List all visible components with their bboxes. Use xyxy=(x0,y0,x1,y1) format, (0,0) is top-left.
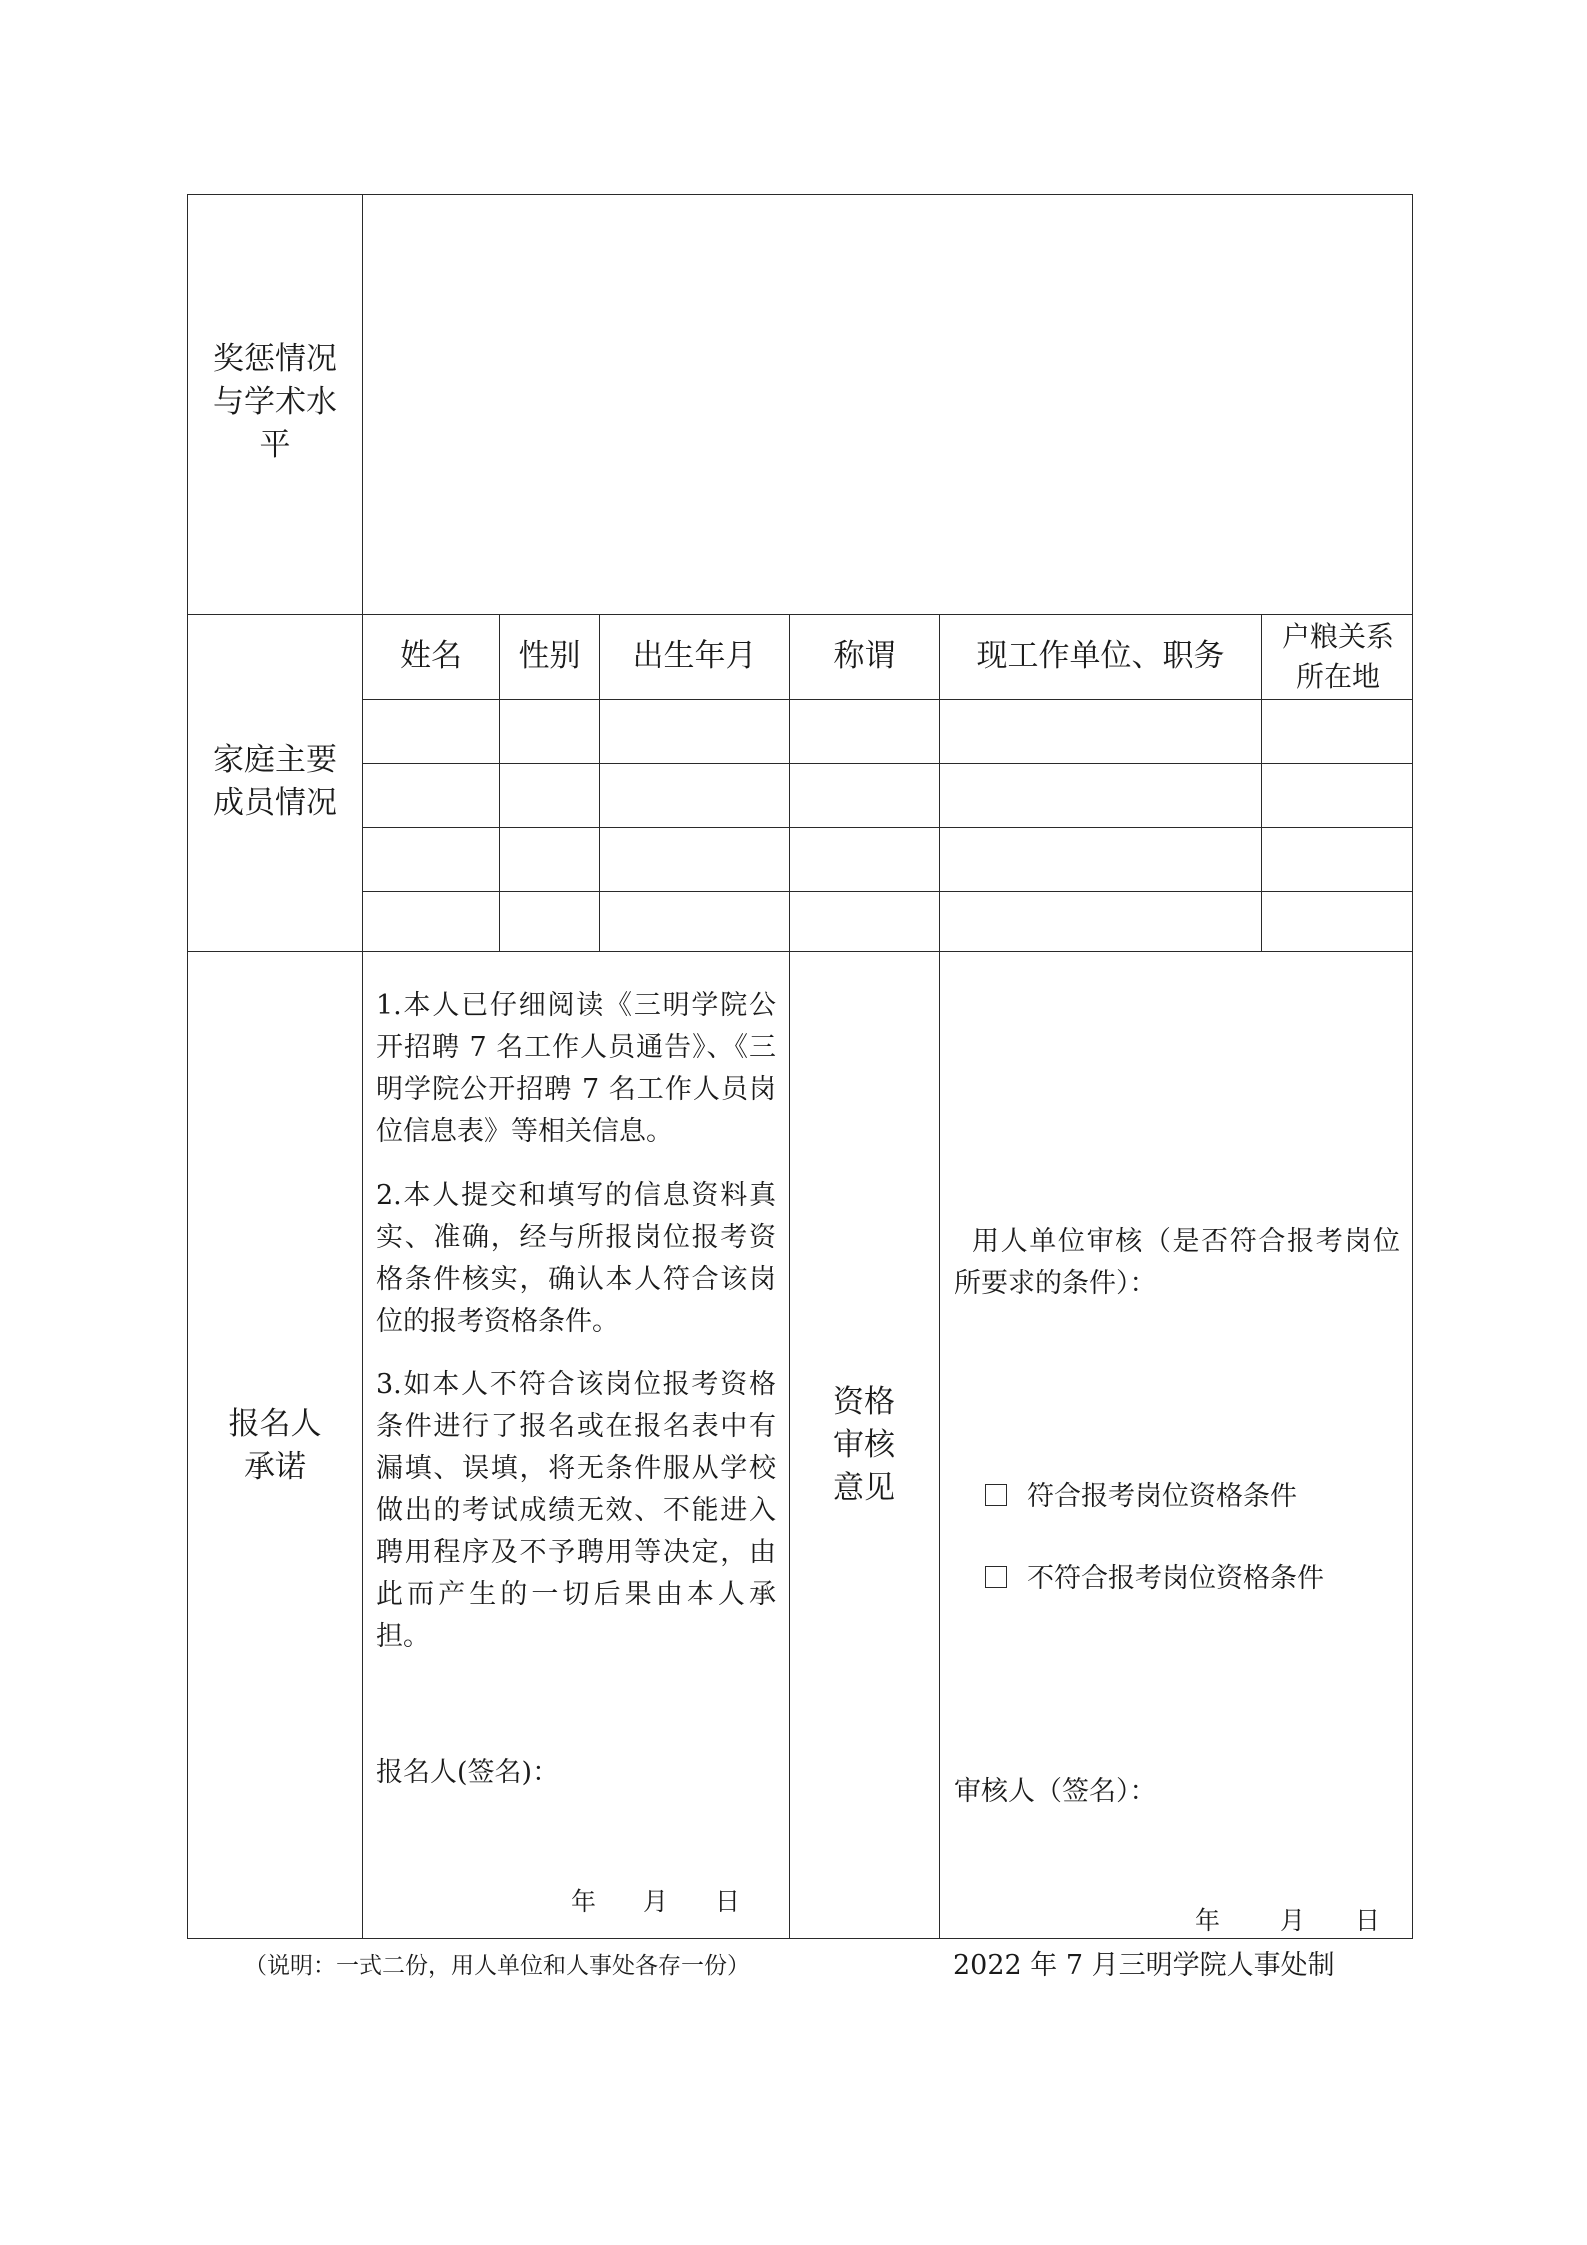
pledge-signature-label: 报名人(签名)： xyxy=(376,1757,560,1788)
review-option-unqualified[interactable] xyxy=(985,1560,1324,1598)
family-header-relation: 称谓 xyxy=(833,638,896,674)
review-date-day: 日 xyxy=(1355,1906,1381,1935)
unqualified-checkbox[interactable] xyxy=(985,1566,1007,1588)
pledge-date-month: 月 xyxy=(643,1887,669,1916)
qualified-checkbox[interactable] xyxy=(985,1484,1007,1506)
footer-note: （说明：一式二份，用人单位和人事处各存一份） xyxy=(244,1953,750,1979)
review-date-year: 年 xyxy=(1195,1906,1221,1935)
unqualified-label: 不符合报考岗位资格条件 xyxy=(1027,1563,1324,1594)
review-signature-area[interactable] xyxy=(1170,1767,1390,1815)
family-header-birth: 出生年月 xyxy=(632,638,757,674)
family-header-name: 姓名 xyxy=(400,638,462,674)
awards-label: 奖惩情况与学术水平 xyxy=(213,341,337,463)
review-option-qualified[interactable] xyxy=(985,1478,1297,1516)
review-date-month: 月 xyxy=(1280,1906,1306,1935)
pledge-item-2: 2.本人提交和填写的信息资料真实、准确，经与所报岗位报考资格条件核实，确认本人符合该岗位的报考资格条件。 xyxy=(376,1180,776,1337)
pledge-item-1: 1.本人已仔细阅读《三明学院公开招聘 7 名工作人员通告》、《三明学院公开招聘 7 名工作人员岗位信息表》等相关信息。 xyxy=(376,990,776,1147)
pledge-date-day: 日 xyxy=(715,1887,741,1916)
pledge-item-3: 3.如本人不符合该岗位报考资格条件进行了报名或在报名表中有漏填、误填，将无条件服从学校做出的考试成绩无效、不能进入聘用程序及不予聘用等决定，由此而产生的一切后果由本人承担。 xyxy=(376,1369,776,1652)
review-label: 资格审核意见 xyxy=(833,1384,895,1506)
family-header-workplace: 现工作单位、职务 xyxy=(976,638,1225,674)
footer-credit: 2022 年 7 月三明学院人事处制 xyxy=(953,1950,1335,1981)
pledge-date-year: 年 xyxy=(571,1887,597,1916)
family-header-hukou: 户粮关系所在地 xyxy=(1281,620,1394,693)
pledge-signature-area[interactable] xyxy=(570,1748,770,1796)
family-label: 家庭主要成员情况 xyxy=(213,742,337,821)
family-header-gender: 性别 xyxy=(518,638,581,674)
review-prompt: 用人单位审核（是否符合报考岗位所要求的条件）： xyxy=(954,1226,1400,1299)
qualified-label: 符合报考岗位资格条件 xyxy=(1027,1481,1297,1512)
pledge-label: 报名人承诺 xyxy=(228,1406,322,1485)
review-signature-label: 审核人（签名）： xyxy=(954,1776,1157,1807)
awards-input-area[interactable] xyxy=(365,197,1410,612)
